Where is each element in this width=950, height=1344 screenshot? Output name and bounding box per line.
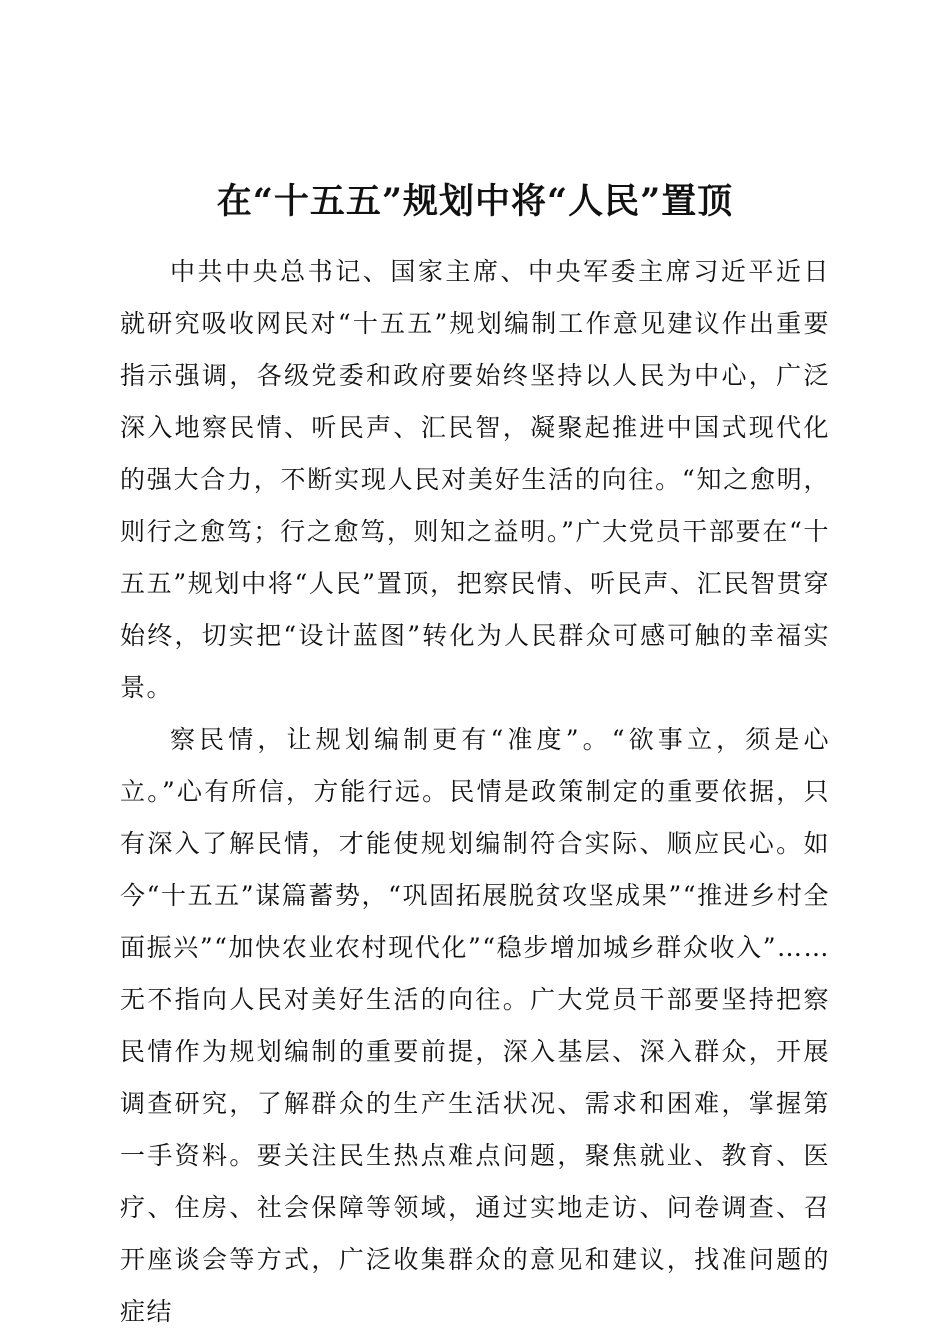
paragraph-2: 察民情，让规划编制更有“准度”。“欲事立，须是心立。”心有所信，方能行远。民情是政策制定的重要依据，只有深入了解民情，才能使规划编制符合实际、顺应民心。如今“十五五”谋篇蓄势，“巩固拓展脱贫攻坚成果”“推进乡村全面振兴”“加快农业农村现代化”“稳步增加城乡群众收入”……无不指向人民对美好生活的向往。广大党员干部要坚持把察民情作为规划编制的重要前提，深入基层、深入群众，开展调查研究，了解群众的生产生活状况、需求和困难，掌握第一手资料。要关注民生热点难点问题，聚焦就业、教育、医疗、住房、社会保障等领域，通过实地走访、问卷调查、召开座谈会等方式，广泛收集群众的意见和建议，找准问题的症结 — [120, 725, 830, 1326]
document-title: 在“十五五”规划中将“人民”置顶 — [216, 181, 734, 222]
document-body — [120, 246, 830, 1338]
paragraph-1: 中共中央总书记、国家主席、中央军委主席习近平近日就研究吸收网民对“十五五”规划编制工作意见建议作出重要指示强调，各级党委和政府要始终坚持以人民为中心，广泛深入地察民情、听民声、汇民智，凝聚起推进中国式现代化的强大合力，不断实现人民对美好生活的向往。“知之愈明，则行之愈笃；行之愈笃，则知之益明。”广大党员干部要在“十五五”规划中将“人民”置顶，把察民情、听民声、汇民智贯穿始终，切实把“设计蓝图”转化为人民群众可感可触的幸福实景。 — [120, 257, 830, 702]
